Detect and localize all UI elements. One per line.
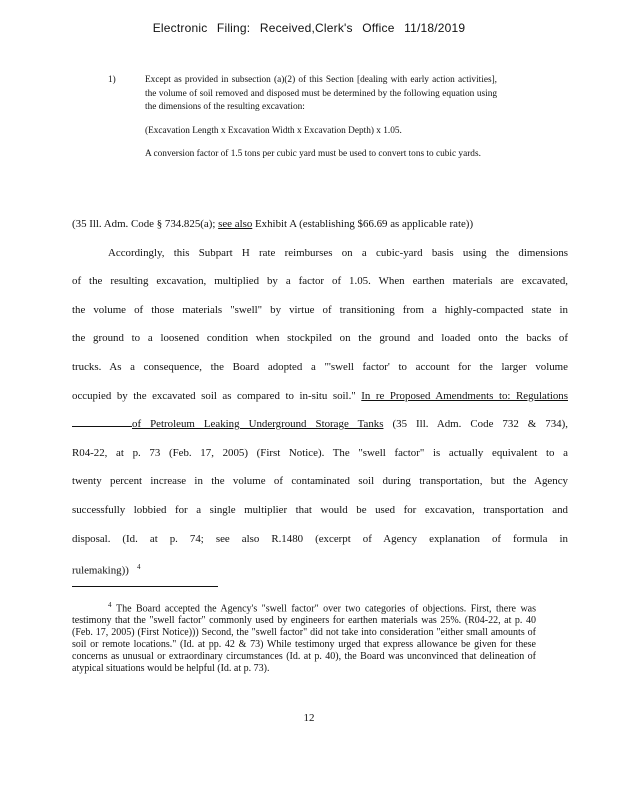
body-line: the ground to a loosened condition when stockpiled on the ground and loaded onto the backs of xyxy=(72,332,568,345)
body-line: successfully lobbied for a single multiplier that would be used for excavation, transportation and xyxy=(72,503,568,516)
body-line: trucks. As a consequence, the Board adopted a "'swell factor' to account for the larger volume xyxy=(72,360,568,373)
footnote-mark: 4 xyxy=(108,601,112,609)
footnote-separator xyxy=(72,586,218,587)
quote-paragraph: A conversion factor of 1.5 tons per cubic yard must be used to convert tons to cubic yards. xyxy=(145,149,481,160)
citation-underline-lead xyxy=(72,414,132,427)
body-line xyxy=(72,214,568,243)
page-number: 12 xyxy=(303,712,315,724)
body-line: R04-22, at p. 73 (Feb. 17, 2005) (First Notice). The "swell factor" is actually equivalent to a xyxy=(72,446,568,459)
footnote-indent xyxy=(72,603,108,614)
quote-item-number: 1) xyxy=(108,75,116,85)
body-line: the volume of those materials "swell" by virtue of transitioning from a highly-compacted state in xyxy=(72,303,568,316)
body-text xyxy=(72,214,568,586)
quote-equation: (Excavation Length x Excavation Width x Excavation Depth) x 1.05. xyxy=(145,125,402,136)
citation-text: Exhibit A (establishing $66.69 as applicable rate)) xyxy=(252,218,474,230)
quote-text xyxy=(145,74,497,172)
citation-text: (35 Ill. Adm. Code § 734.825(a); xyxy=(72,218,219,230)
case-citation: of Petroleum Leaking Underground Storage Tanks xyxy=(132,418,384,431)
body-line: of the resulting excavation, multiplied by a factor of 1.05. When earthen materials are excavated, xyxy=(72,275,568,288)
body-text-span: rulemaking)) xyxy=(72,564,129,577)
quote-paragraph: Except as provided in subsection (a)(2) of this Section [dealing with early action activities], the volume of soil removed and disposed must be determined by the following equation using the dimensions of the resulting excavation: xyxy=(145,75,497,113)
footnote-reference[interactable]: 4 xyxy=(137,563,141,572)
see-also-signal: see also xyxy=(218,218,253,230)
body-line: Accordingly, this Subpart H rate reimburses on a cubic-yard basis using the dimensions xyxy=(108,246,568,259)
body-text-span: occupied by the excavated soil as compared to in-situ soil." xyxy=(72,389,362,402)
body-line xyxy=(72,386,568,415)
footnote xyxy=(72,599,536,675)
body-line xyxy=(72,414,568,443)
body-line: disposal. (Id. at p. 74; see also R.1480 (excerpt of Agency explanation of formula in xyxy=(72,532,568,545)
case-citation: In re Proposed Amendments to: Regulations xyxy=(361,389,568,402)
footnote-text: The Board accepted the Agency's "swell factor" over two categories of objections. First, there was testimony that the "swell factor" commonly used by engineers for earthen materials was 25%. (R04-22, at p. 40 (Feb. 17, 2005) (First Notice))) Second, the "swell factor" did not take into consideration "either small amounts of soil or remote locations." (Id. at pp. 42 & 73) While testimony urged that express allowance be given for these concerns as unusual or extraordinary circumstances (Id. at p. 40), the Board was unconvinced that delineation of atypical situations would be helpful (Id. at p. 73). xyxy=(72,603,536,675)
body-line xyxy=(72,557,568,586)
body-line: twenty percent increase in the volume of contaminated soil during transportation, but the Agency xyxy=(72,475,568,488)
body-text-span: (35 Ill. Adm. Code 732 & 734), xyxy=(383,418,568,431)
filing-header: Electronic Filing: Received,Clerk's Office 11/18/2019 xyxy=(152,21,466,35)
